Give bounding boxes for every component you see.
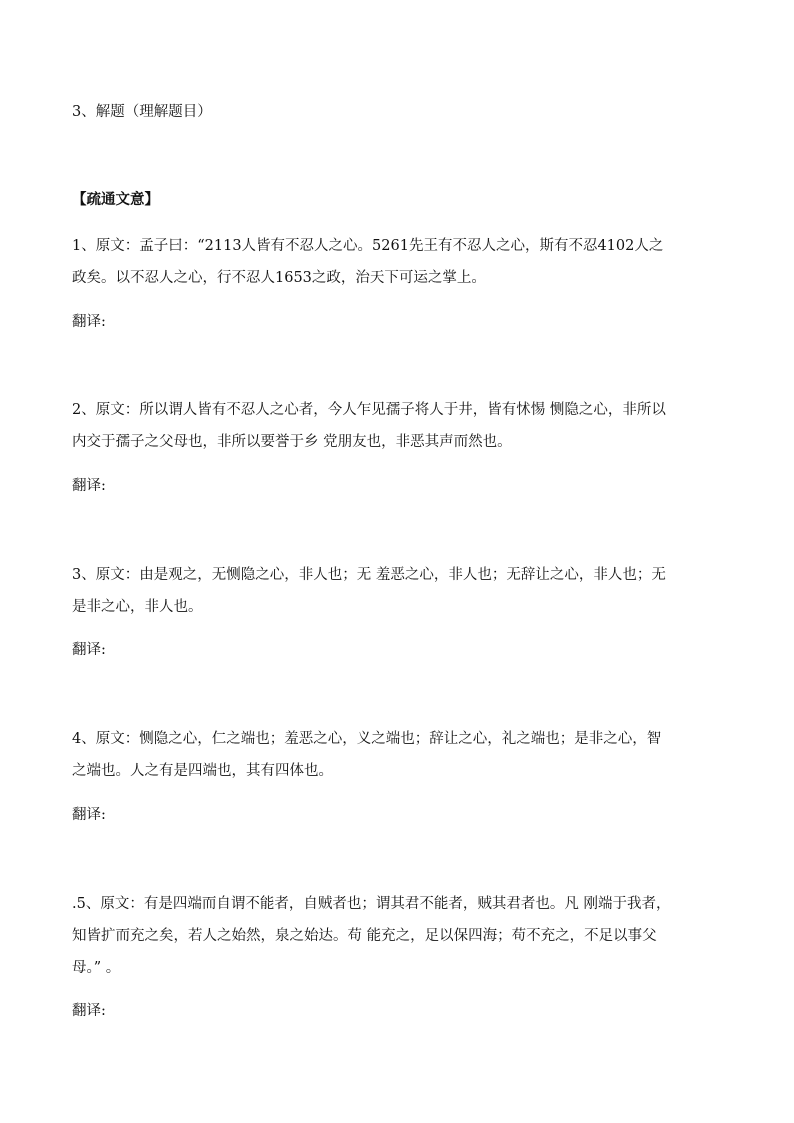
passage-3-line-1: 3、原文：由是观之，无恻隐之心，非人也；无 羞恶之心，非人也；无辞让之心，非人也；无 [72, 567, 666, 583]
passage-3 [72, 559, 724, 623]
passage-1-line-1: 1、原文：孟子曰：“2113人皆有不忍人之心。5261先王有不忍人之心，斯有不忍4102人之 [72, 238, 664, 254]
translation-label-1: 翻译: [72, 314, 106, 330]
translation-label-4: 翻译: [72, 807, 106, 823]
passage-5-line-2: 知皆扩而充之矣，若人之始然，泉之始达。苟 能充之，足以保四海；苟不充之，不足以事父 [72, 928, 657, 944]
passage-2 [72, 394, 724, 458]
passage-2-line-1: 2、原文：所以谓人皆有不忍人之心者，今人乍见孺子将人于井，皆有怵惕 恻隐之心，非所以 [72, 402, 666, 418]
translation-label-5: 翻译: [72, 1003, 106, 1019]
section-heading: 3、解题（理解题目） [72, 104, 212, 120]
passage-5-line-1: .5、原文：有是四端而自谓不能者，自贼者也；谓其君不能者，贼其君者也。凡 刚端于我者， [72, 896, 671, 912]
passage-4 [72, 723, 724, 787]
translation-label-3: 翻译: [72, 642, 106, 658]
passage-5 [72, 888, 724, 984]
passage-1-line-2: 政矣。以不忍人之心，行不忍人1653之政，治天下可运之掌上。 [72, 270, 486, 286]
subheading: 【疏通文意】 [72, 191, 159, 208]
passage-1 [72, 230, 724, 294]
passage-2-line-2: 内交于孺子之父母也，非所以要誉于乡 党朋友也，非恶其声而然也。 [72, 434, 512, 450]
passage-5-line-3: 母。” 。 [72, 960, 121, 976]
passage-4-line-1: 4、原文：恻隐之心，仁之端也；羞恶之心，义之端也；辞让之心，礼之端也；是非之心，智 [72, 731, 662, 747]
passage-3-line-2: 是非之心，非人也。 [72, 599, 203, 615]
passage-4-line-2: 之端也。人之有是四端也，其有四体也。 [72, 763, 333, 779]
translation-label-2: 翻译: [72, 478, 106, 494]
